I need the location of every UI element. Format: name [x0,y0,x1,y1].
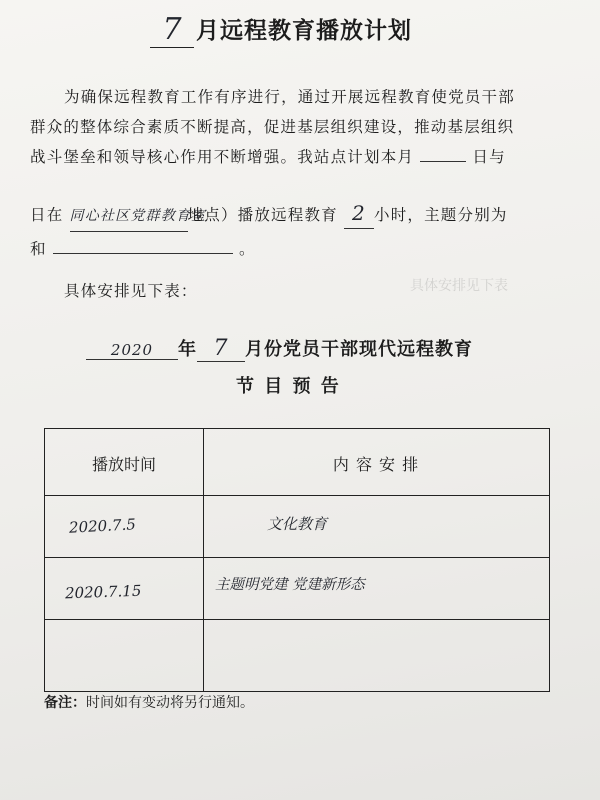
bleed-through-text: 具体安排见下表 [410,278,508,294]
table-header-content: 内 容 安 排 [332,455,420,474]
schedule-heading-line-2: 节 目 预 告 [236,376,341,397]
schedule-table [44,428,550,692]
intro-line-4 [30,198,578,232]
footnote [44,692,254,712]
intro-line-3 [30,142,578,172]
intro-line-5 [30,234,578,264]
intro-line-3-end: 日与 [472,148,506,166]
intro-line-4-end: 小时，主题分别为 [374,206,508,224]
title-month-handwritten: 7 [150,13,194,48]
intro-line-1: 为确保远程教育工作有序进行，通过开展远程教育使党员干部 [64,88,515,106]
intro-line-4-mid: 地点）播放远程教育 [187,206,338,224]
table-row-divider [45,619,549,620]
footnote-text: 时间如有变动将另行通知。 [86,695,254,711]
intro-line-5-end: 。 [238,240,256,258]
intro-line-4-start: 日在 [30,206,64,224]
year-label: 年 [178,339,197,360]
theme-blank [53,235,233,254]
day-blank-1 [420,143,466,162]
table-row-divider [45,495,549,496]
table-row-divider [45,557,549,558]
title-text: 月远程教育播放计划 [196,18,412,44]
intro-line-2: 群众的整体综合素质不断提高，促进基层组织建设，推动基层组织 [30,118,515,136]
location-handwritten: 同心社区党群教育室 [70,201,188,232]
table-header-time: 播放时间 [91,455,156,474]
table-row-1-time: 2020.7.5 [68,515,137,537]
hours-handwritten: 2 [344,198,374,229]
schedule-month-handwritten: 7 [197,336,245,362]
table-row-1-content: 文化教育 [267,515,328,533]
footnote-label: 备注： [44,695,86,711]
schedule-heading-rest: 月份党员干部现代远程教育 [245,339,473,360]
page-title [150,8,412,48]
schedule-heading-line-1 [86,335,473,362]
intro-line-5-start: 和 [30,240,47,258]
intro-line-3-text: 战斗堡垒和领导核心作用不断增强。我站点计划本月 [30,148,415,166]
year-handwritten: 2020 [86,341,178,360]
table-row-2-time: 2020.7.15 [64,581,142,603]
table-row-2-content: 主题明党建 党建新形态 [215,577,365,593]
arrangement-note: 具体安排见下表： [64,282,198,300]
